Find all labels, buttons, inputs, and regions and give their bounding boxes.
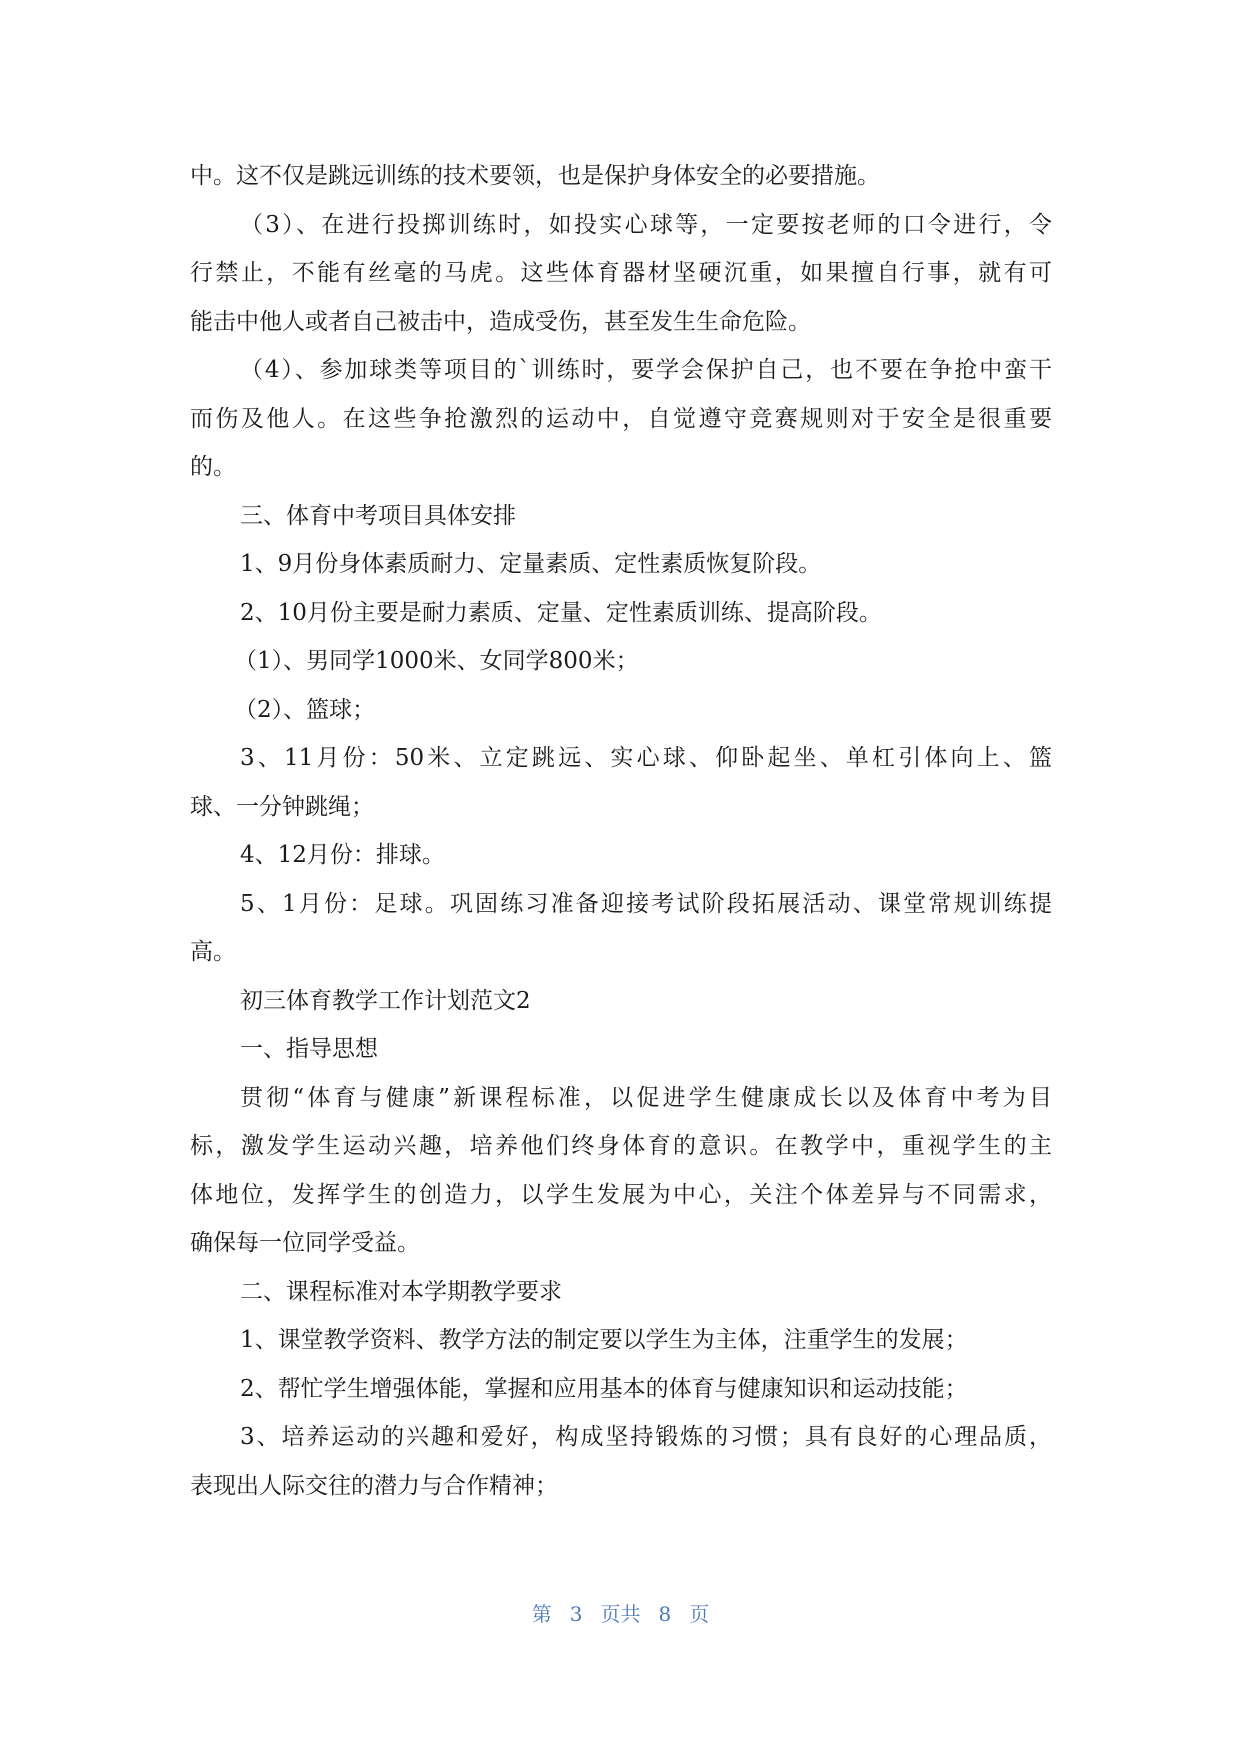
text-line: 3、11月份：50米、立定跳远、实心球、仰卧起坐、单杠引体向上、篮 — [240, 745, 1052, 771]
section-heading: 二、课程标准对本学期教学要求 — [240, 1278, 562, 1305]
text-line: 2、帮忙学生增强体能，掌握和应用基本的体育与健康知识和运动技能； — [240, 1375, 968, 1402]
footer-middle: 页共 — [600, 1602, 641, 1626]
text-line: 贯彻“体育与健康”新课程标准，以促进学生健康成长以及体育中考为目 — [240, 1084, 1052, 1111]
footer-prefix: 第 — [531, 1602, 552, 1626]
page-number-footer — [0, 1598, 1241, 1627]
text-line: 球、一分钟跳绳； — [190, 793, 374, 820]
text-line: （4）、参加球类等项目的`训练时，要学会保护自己，也不要在争抢中蛮干 — [240, 357, 1052, 383]
body-text — [190, 152, 1052, 1510]
text-line: 能击中他人或者自己被击中，造成受伤，甚至发生生命危险。 — [190, 308, 811, 335]
text-line: 标，激发学生运动兴趣，培养他们终身体育的意识。在教学中，重视学生的主 — [190, 1133, 1052, 1159]
section-heading: 一、指导思想 — [240, 1036, 378, 1062]
text-line: 3、培养运动的兴趣和爱好，构成坚持锻炼的习惯；具有良好的心理品质， — [240, 1424, 1052, 1450]
text-line: 5、1月份：足球。巩固练习准备迎接考试阶段拓展活动、课堂常规训练提 — [240, 890, 1052, 917]
section-heading: 三、体育中考项目具体安排 — [240, 502, 516, 529]
total-page-count: 8 — [658, 1602, 672, 1626]
text-line: 行禁止，不能有丝毫的马虎。这些体育器材坚硬沉重，如果擅自行事，就有可 — [190, 260, 1052, 286]
text-line: 4、12月份：排球。 — [240, 842, 445, 868]
document-subtitle: 初三体育教学工作计划范文2 — [240, 987, 531, 1014]
text-line: 1、课堂教学资料、教学方法的制定要以学生为主体，注重学生的发展； — [240, 1327, 968, 1353]
text-line: 体地位，发挥学生的创造力，以学生发展为中心，关注个体差异与不同需求， — [190, 1181, 1052, 1208]
text-line: 的。 — [190, 454, 236, 480]
text-line: 中。这不仅是跳远训练的技术要领，也是保护身体安全的必要措施。 — [190, 163, 880, 189]
text-line: （2）、篮球； — [234, 696, 376, 723]
text-line: 表现出人际交往的潜力与合作精神； — [190, 1472, 558, 1499]
footer-suffix: 页 — [689, 1602, 710, 1626]
text-line: 高。 — [190, 939, 236, 965]
current-page-number: 3 — [569, 1602, 583, 1626]
text-line: （3）、在进行投掷训练时，如投实心球等，一定要按老师的口令进行，令 — [240, 211, 1052, 238]
text-line: 而伤及他人。在这些争抢激烈的运动中，自觉遵守竞赛规则对于安全是很重要 — [190, 405, 1052, 432]
text-line: 确保每一位同学受益。 — [190, 1230, 420, 1256]
text-line: 2、10月份主要是耐力素质、定量、定性素质训练、提高阶段。 — [240, 599, 882, 626]
text-line: 1、9月份身体素质耐力、定量素质、定性素质恢复阶段。 — [240, 551, 822, 577]
text-line: （1）、男同学1000米、女同学800米； — [234, 648, 639, 674]
